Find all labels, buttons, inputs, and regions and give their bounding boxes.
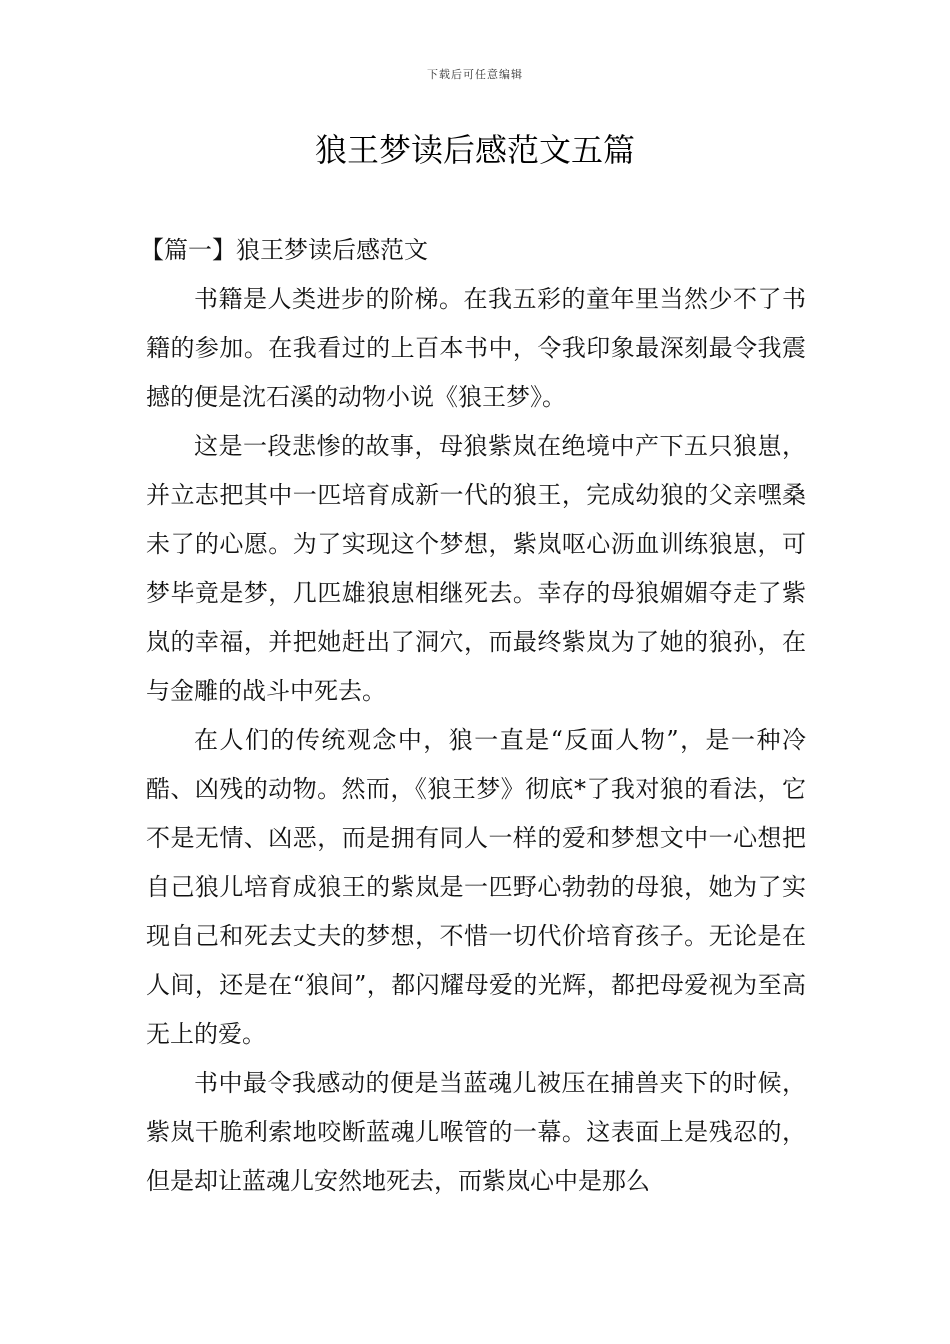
paragraph-3: 在人们的传统观念中，狼一直是“反面人物”，是一种冷酷、凶残的动物。然而，《狼王梦》彻底*了我对狼的看法，它不是无情、凶恶，而是拥有同人一样的爱和梦想文中一心想把自己狼儿培育成狼王的紫岚是一匹野心勃勃的母狼，她为了实现自己和死去丈夫的梦想，不惜一切代价培育孩子。无论是在人间，还是在“狼间”，都闪耀母爱的光辉，都把母爱视为至高无上的爱。 [146, 726, 806, 1048]
document-title: 狼王梦读后感范文五篇 [314, 131, 635, 169]
section-heading: 【篇一】狼王梦读后感范文 [140, 236, 428, 264]
document-body [140, 226, 806, 1206]
header-note: 下载后可任意编辑 [427, 68, 523, 81]
paragraph-1: 书籍是人类进步的阶梯。在我五彩的童年里当然少不了书籍的参加。在我看过的上百本书中，令我印象最深刻最令我震撼的便是沈石溪的动物小说《狼王梦》。 [146, 285, 806, 411]
paragraph-4: 书中最令我感动的便是当蓝魂儿被压在捕兽夹下的时候，紫岚干脆利索地咬断蓝魂儿喉管的一幕。这表面上是残忍的，但是却让蓝魂儿安然地死去，而紫岚心中是那么 [146, 1069, 806, 1195]
paragraph-2: 这是一段悲惨的故事，母狼紫岚在绝境中产下五只狼崽，并立志把其中一匹培育成新一代的狼王，完成幼狼的父亲嘿桑未了的心愿。为了实现这个梦想，紫岚呕心沥血训练狼崽，可梦毕竟是梦，几匹雄狼崽相继死去。幸存的母狼媚媚夺走了紫岚的幸福，并把她赶出了洞穴，而最终紫岚为了她的狼孙，在与金雕的战斗中死去。 [146, 432, 806, 705]
